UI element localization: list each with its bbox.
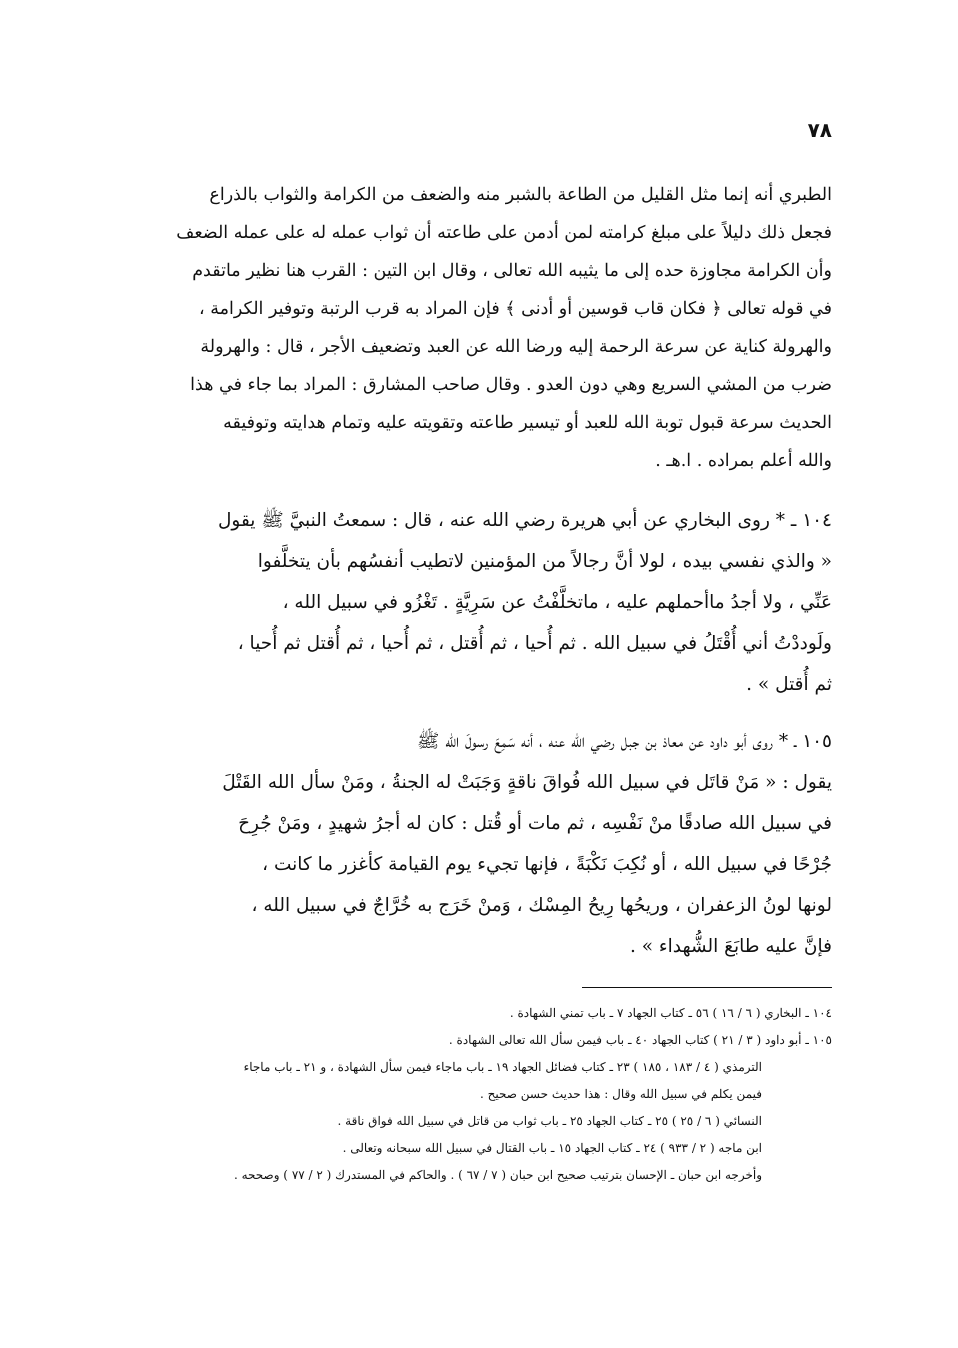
commentary-paragraph [108, 176, 832, 480]
hadith-line: في سبيل الله صادقًا منْ نَفْسِه ، ثم مات أو قُتل : كان له أجرُ شهيدٍ ، ومَنْ جُرِحَ [238, 813, 832, 834]
text-line: وأن الكرامة مجاوزة حده إلى ما يثيبه الله تعالى ، وقال ابن التين : القرب هنا نظير ماتقدم [192, 261, 832, 281]
footnote-line: ١٠٤ ـ البخاري ( ٦ / ١٦ ) ٥٦ ـ كتاب الجهاد ٧ ـ باب تمني الشهادة . [509, 1006, 832, 1020]
hadith-104 [108, 500, 832, 705]
hadith-line: « والذي نفسي بيده ، لولا أنَّ رجالاً من المؤمنين لاتطيب أنفسُهم بأن يتخلَّفوا [257, 551, 832, 572]
hadith-line: ولَوددْتُ أني أُقْتَلُ في سبيل الله . ثم أُحيا ، ثم أُقتل ، ثم أُحيا ، ثم أُقتل ثم أُحيا ، [237, 633, 832, 654]
footnotes [108, 1000, 832, 1189]
hadith-line: لونها لونُ الزعفران ، وريحُها رِيحُ المِسْك ، وَمنْ خَرَج به خُرَّاجٌ في سبيل الله ، [251, 895, 832, 916]
text-line: في قوله تعالى ﴿ فكان قاب قوسين أو أدنى ﴾ فإن المراد به قرب الرتبة وتوفير الكرامة ، [199, 299, 832, 319]
hadith-line: ثم أُقتل » . [746, 674, 832, 695]
footnote-line: وأخرجه ابن حبان ـ الإحسان بترتيب صحيح ابن حبان ( ٧ / ٦٧ ) . والحاكم في المستدرك ( ٢ / ٧٧ ) وصححه . [233, 1168, 762, 1182]
book-page [108, 110, 832, 1189]
footnote-line: النسائي ( ٦ / ٢٥ ) ٢٥ ـ كتاب الجهاد ٢٥ ـ باب ثواب من قاتل في سبيل الله فواق ناقة . [337, 1114, 762, 1128]
page-number: ٧٨ [807, 118, 832, 142]
text-line: ضرب من المشي السريع وهي دون العدو . وقال صاحب المشارق : المراد بما جاء في هذا [190, 375, 832, 395]
hadith-line: ١٠٤ ـ * روى البخاري عن أبي هريرة رضي الله عنه ، قال : سمعتُ النبيَّ ﷺ يقول [217, 510, 832, 531]
hadith-line: ١٠٥ ـ * روى أبو داود عن معاذ بن جبل رضي الله عنه ، أنه سَمِعَ رسولَ الله ﷺ [417, 731, 832, 752]
text-line: والله أعلم بمراده . ا.هـ . [655, 451, 832, 471]
footnote-divider [582, 987, 832, 988]
footnote-line: ابن ماجه ( ٢ / ٩٣٣ ) ٢٤ ـ كتاب الجهاد ١٥ ـ باب القتال في سبيل الله سبحانه وتعالى . [342, 1141, 762, 1155]
hadith-105 [108, 721, 832, 967]
footnote-line: ١٠٥ ـ أبو داود ( ٣ / ٢١ ) كتاب الجهاد ٤٠ ـ باب فيمن سأل الله تعالى الشهادة . [448, 1033, 832, 1047]
footnote-line: فيمن يكلم في سبيل الله وقال : هذا حديث حسن صحيح . [480, 1087, 762, 1101]
footnote-line: الترمذي ( ٤ / ١٨٣ ، ١٨٥ ) ٢٣ ـ كتاب فضائل الجهاد ١٩ ـ باب ماجاء فيمن سأل الشهادة ، و ٢١ ـ باب ماجاء [243, 1060, 762, 1074]
hadith-line: فإنَّ عليه طابَعَ الشُّهداء » . [629, 936, 832, 957]
text-line: الطبري أنه إنما مثل القليل من الطاعة بالشبر منه والضعف من الكرامة والثواب بالذراع [209, 185, 832, 205]
hadith-line: يقول : « مَنْ قاتَل في سبيل الله فُواقَ ناقةٍ وَجَبَتْ له الجنةُ ، ومَنْ سأل الله القَتْلَ [222, 772, 832, 793]
text-line: الحديث سرعة قبول توبة الله للعبد أو تيسير طاعته وتقويته عليه وتمام هدايته وتوفيقه [223, 413, 832, 433]
hadith-line: عَنِّي ، ولا أجدُ ماأحملهم عليه ، ماتخلَّفْتُ عن سَرِيَّةٍ . تَغْزُو في سبيل الله ، [282, 592, 832, 613]
hadith-line: جُرْحًا في سبيل الله ، أو نُكِبَ نَكْبَةً ، فإنها تجيء يوم القيامة كأغزر ما كانت ، [262, 854, 832, 875]
text-line: فجعل ذلك دليلاً على مبلغ كرامته لمن أدمن على طاعته أن ثواب عمله له على عمله الضعف [176, 223, 832, 243]
text-line: والهرولة كناية عن سرعة الرحمة إليه ورضا الله عن العبد وتضعيف الأجر ، قال : والهرولة [200, 337, 832, 357]
